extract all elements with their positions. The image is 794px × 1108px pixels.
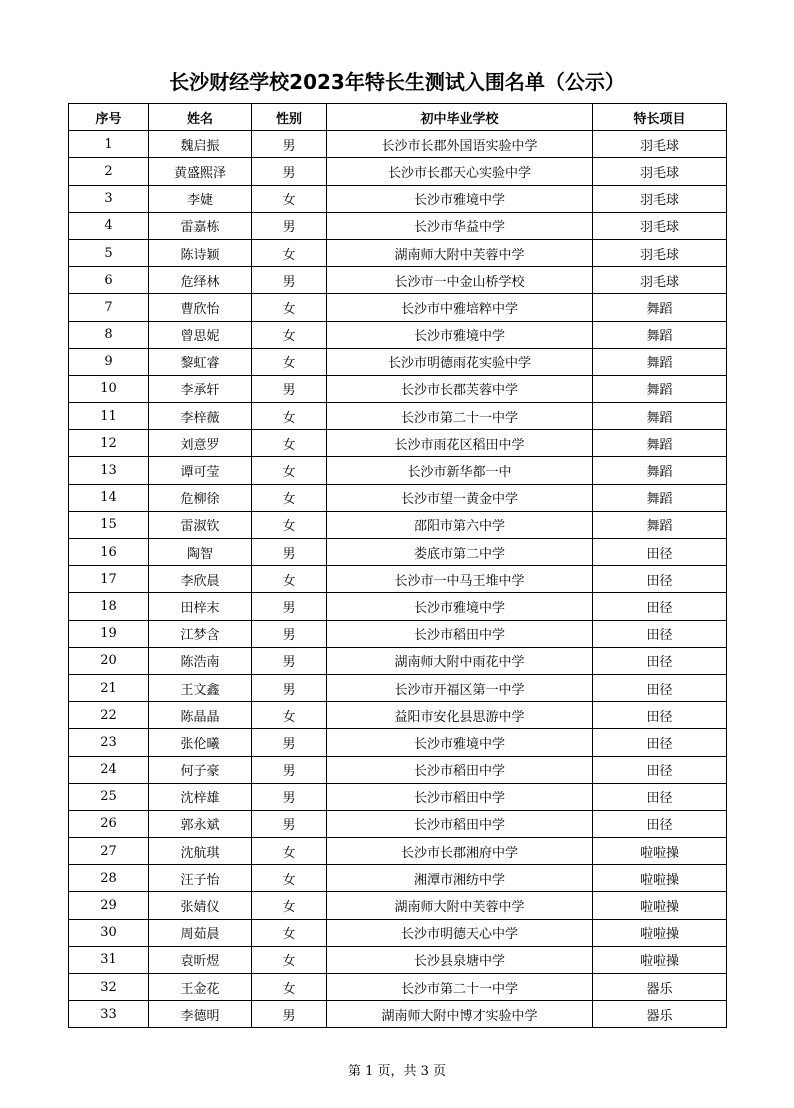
table-row [69,674,727,701]
cell-name: 张伦曦 [149,729,252,756]
cell-school: 湖南师大附中雨花中学 [327,647,593,674]
cell-name: 江梦含 [149,620,252,647]
cell-school: 长沙市第二十一中学 [327,974,593,1001]
cell-specialty: 羽毛球 [593,267,727,294]
cell-school: 长沙市雅境中学 [327,321,593,348]
cell-index: 11 [69,403,149,430]
cell-specialty: 舞蹈 [593,348,727,375]
cell-specialty: 啦啦操 [593,919,727,946]
page-footer: 第 1 页，共 3 页 [347,1064,447,1079]
cell-index: 32 [69,974,149,1001]
cell-gender: 男 [252,131,327,158]
cell-name: 雷淑钦 [149,511,252,538]
cell-gender: 女 [252,403,327,430]
cell-name: 陈诗颖 [149,239,252,266]
cell-specialty: 舞蹈 [593,375,727,402]
cell-school: 长沙市雅境中学 [327,593,593,620]
cell-school: 长沙市新华都一中 [327,457,593,484]
cell-gender: 男 [252,756,327,783]
cell-specialty: 羽毛球 [593,158,727,185]
cell-school: 长沙市长郡外国语实验中学 [327,131,593,158]
page-title: 长沙财经学校2023年特长生测试入围名单（公示） [169,70,625,94]
cell-name: 李欣晨 [149,566,252,593]
cell-school: 长沙市明德雨花实验中学 [327,348,593,375]
cell-name: 沈航琪 [149,838,252,865]
cell-gender: 女 [252,974,327,1001]
cell-gender: 女 [252,702,327,729]
cell-name: 黄盛熙泽 [149,158,252,185]
cell-school: 长沙市稻田中学 [327,810,593,837]
cell-name: 雷嘉栋 [149,212,252,239]
cell-name: 汪子怡 [149,865,252,892]
cell-name: 周茹晨 [149,919,252,946]
cell-school: 湖南师大附中芙蓉中学 [327,892,593,919]
cell-name: 李德明 [149,1001,252,1028]
cell-name: 谭可莹 [149,457,252,484]
cell-school: 长沙市雨花区稻田中学 [327,430,593,457]
table-row [69,267,727,294]
cell-specialty: 器乐 [593,1001,727,1028]
table-row [69,810,727,837]
cell-index: 19 [69,620,149,647]
cell-name: 李婕 [149,185,252,212]
table-row [69,403,727,430]
cell-gender: 男 [252,620,327,647]
cell-specialty: 田径 [593,647,727,674]
table-row [69,919,727,946]
cell-gender: 女 [252,566,327,593]
cell-school: 长沙市稻田中学 [327,756,593,783]
cell-index: 5 [69,239,149,266]
cell-gender: 女 [252,511,327,538]
cell-specialty: 田径 [593,729,727,756]
cell-name: 陈晶晶 [149,702,252,729]
header-gender: 性别 [252,104,327,131]
cell-specialty: 舞蹈 [593,294,727,321]
cell-gender: 男 [252,267,327,294]
cell-school: 长沙市一中马王堆中学 [327,566,593,593]
cell-gender: 女 [252,484,327,511]
cell-index: 8 [69,321,149,348]
cell-index: 2 [69,158,149,185]
cell-school: 益阳市安化县思游中学 [327,702,593,729]
cell-name: 魏启振 [149,131,252,158]
table-row [69,158,727,185]
cell-name: 曹欣怡 [149,294,252,321]
cell-specialty: 啦啦操 [593,838,727,865]
cell-index: 33 [69,1001,149,1028]
cell-name: 田梓末 [149,593,252,620]
cell-name: 危绎林 [149,267,252,294]
cell-index: 13 [69,457,149,484]
cell-specialty: 田径 [593,702,727,729]
cell-gender: 男 [252,729,327,756]
cell-name: 李梓薇 [149,403,252,430]
cell-gender: 女 [252,294,327,321]
cell-index: 3 [69,185,149,212]
header-index: 序号 [69,104,149,131]
cell-gender: 男 [252,375,327,402]
cell-gender: 女 [252,185,327,212]
cell-school: 长沙市第二十一中学 [327,403,593,430]
cell-gender: 女 [252,838,327,865]
cell-index: 20 [69,647,149,674]
cell-specialty: 田径 [593,756,727,783]
cell-gender: 女 [252,457,327,484]
cell-name: 黎虹睿 [149,348,252,375]
table-row [69,321,727,348]
table-row [69,511,727,538]
table-row [69,783,727,810]
cell-index: 9 [69,348,149,375]
cell-specialty: 啦啦操 [593,892,727,919]
cell-specialty: 舞蹈 [593,430,727,457]
cell-school: 长沙市雅境中学 [327,729,593,756]
cell-name: 王金花 [149,974,252,1001]
table-row [69,865,727,892]
cell-specialty: 舞蹈 [593,484,727,511]
cell-name: 张婧仪 [149,892,252,919]
cell-index: 27 [69,838,149,865]
cell-index: 18 [69,593,149,620]
cell-specialty: 田径 [593,783,727,810]
cell-school: 湘潭市湘纺中学 [327,865,593,892]
cell-specialty: 田径 [593,593,727,620]
cell-school: 湖南师大附中芙蓉中学 [327,239,593,266]
cell-specialty: 羽毛球 [593,239,727,266]
cell-name: 郭永斌 [149,810,252,837]
header-school: 初中毕业学校 [327,104,593,131]
roster-table [68,103,727,1028]
table-row [69,946,727,973]
cell-gender: 女 [252,430,327,457]
cell-specialty: 田径 [593,674,727,701]
table-row [69,294,727,321]
cell-specialty: 舞蹈 [593,457,727,484]
cell-school: 长沙县泉塘中学 [327,946,593,973]
cell-school: 邵阳市第六中学 [327,511,593,538]
cell-gender: 男 [252,539,327,566]
cell-specialty: 器乐 [593,974,727,1001]
table-row [69,974,727,1001]
cell-specialty: 羽毛球 [593,131,727,158]
cell-name: 沈梓雄 [149,783,252,810]
table-row [69,647,727,674]
table-header-row [69,104,727,131]
cell-school: 长沙市长郡湘府中学 [327,838,593,865]
cell-gender: 男 [252,647,327,674]
cell-specialty: 羽毛球 [593,212,727,239]
cell-name: 王文鑫 [149,674,252,701]
table-row [69,185,727,212]
cell-school: 长沙市中雅培粹中学 [327,294,593,321]
table-row [69,838,727,865]
cell-index: 29 [69,892,149,919]
cell-school: 娄底市第二中学 [327,539,593,566]
cell-specialty: 舞蹈 [593,511,727,538]
cell-specialty: 羽毛球 [593,185,727,212]
cell-index: 4 [69,212,149,239]
cell-school: 长沙市一中金山桥学校 [327,267,593,294]
cell-index: 17 [69,566,149,593]
cell-school: 长沙市明德天心中学 [327,919,593,946]
cell-gender: 男 [252,158,327,185]
cell-specialty: 舞蹈 [593,403,727,430]
cell-index: 10 [69,375,149,402]
cell-index: 23 [69,729,149,756]
table-row [69,484,727,511]
cell-specialty: 田径 [593,539,727,566]
cell-index: 12 [69,430,149,457]
cell-index: 15 [69,511,149,538]
cell-name: 曾思妮 [149,321,252,348]
cell-index: 25 [69,783,149,810]
table-row [69,131,727,158]
cell-index: 22 [69,702,149,729]
table-row [69,348,727,375]
cell-school: 长沙市雅境中学 [327,185,593,212]
cell-school: 长沙市长郡天心实验中学 [327,158,593,185]
cell-index: 6 [69,267,149,294]
cell-name: 危柳徐 [149,484,252,511]
cell-gender: 男 [252,674,327,701]
cell-gender: 女 [252,348,327,375]
cell-name: 袁昕煜 [149,946,252,973]
cell-gender: 男 [252,783,327,810]
table-row [69,457,727,484]
header-specialty: 特长项目 [593,104,727,131]
cell-name: 陈浩南 [149,647,252,674]
table-row [69,375,727,402]
cell-gender: 男 [252,810,327,837]
table-row [69,212,727,239]
cell-specialty: 啦啦操 [593,946,727,973]
table-row [69,539,727,566]
cell-specialty: 田径 [593,810,727,837]
cell-name: 陶智 [149,539,252,566]
cell-gender: 女 [252,321,327,348]
table-row [69,892,727,919]
table-row [69,729,727,756]
table-row [69,239,727,266]
table-row [69,593,727,620]
cell-school: 长沙市华益中学 [327,212,593,239]
cell-gender: 男 [252,593,327,620]
table-row [69,1001,727,1028]
cell-specialty: 田径 [593,566,727,593]
cell-specialty: 啦啦操 [593,865,727,892]
cell-specialty: 舞蹈 [593,321,727,348]
cell-index: 1 [69,131,149,158]
table-body [69,131,727,1028]
cell-index: 14 [69,484,149,511]
cell-gender: 女 [252,239,327,266]
cell-gender: 女 [252,946,327,973]
cell-school: 长沙市稻田中学 [327,783,593,810]
cell-index: 16 [69,539,149,566]
cell-school: 湖南师大附中博才实验中学 [327,1001,593,1028]
cell-gender: 男 [252,1001,327,1028]
cell-gender: 男 [252,212,327,239]
cell-index: 21 [69,674,149,701]
cell-school: 长沙市望一黄金中学 [327,484,593,511]
cell-name: 李承轩 [149,375,252,402]
cell-school: 长沙市稻田中学 [327,620,593,647]
cell-name: 何子豪 [149,756,252,783]
header-name: 姓名 [149,104,252,131]
cell-gender: 女 [252,919,327,946]
cell-specialty: 田径 [593,620,727,647]
table-row [69,566,727,593]
cell-index: 31 [69,946,149,973]
cell-index: 24 [69,756,149,783]
table-row [69,756,727,783]
cell-index: 26 [69,810,149,837]
cell-gender: 女 [252,892,327,919]
cell-index: 28 [69,865,149,892]
cell-school: 长沙市开福区第一中学 [327,674,593,701]
cell-index: 7 [69,294,149,321]
table-row [69,702,727,729]
cell-index: 30 [69,919,149,946]
cell-gender: 女 [252,865,327,892]
table-row [69,620,727,647]
cell-name: 刘意罗 [149,430,252,457]
cell-school: 长沙市长郡芙蓉中学 [327,375,593,402]
table-row [69,430,727,457]
